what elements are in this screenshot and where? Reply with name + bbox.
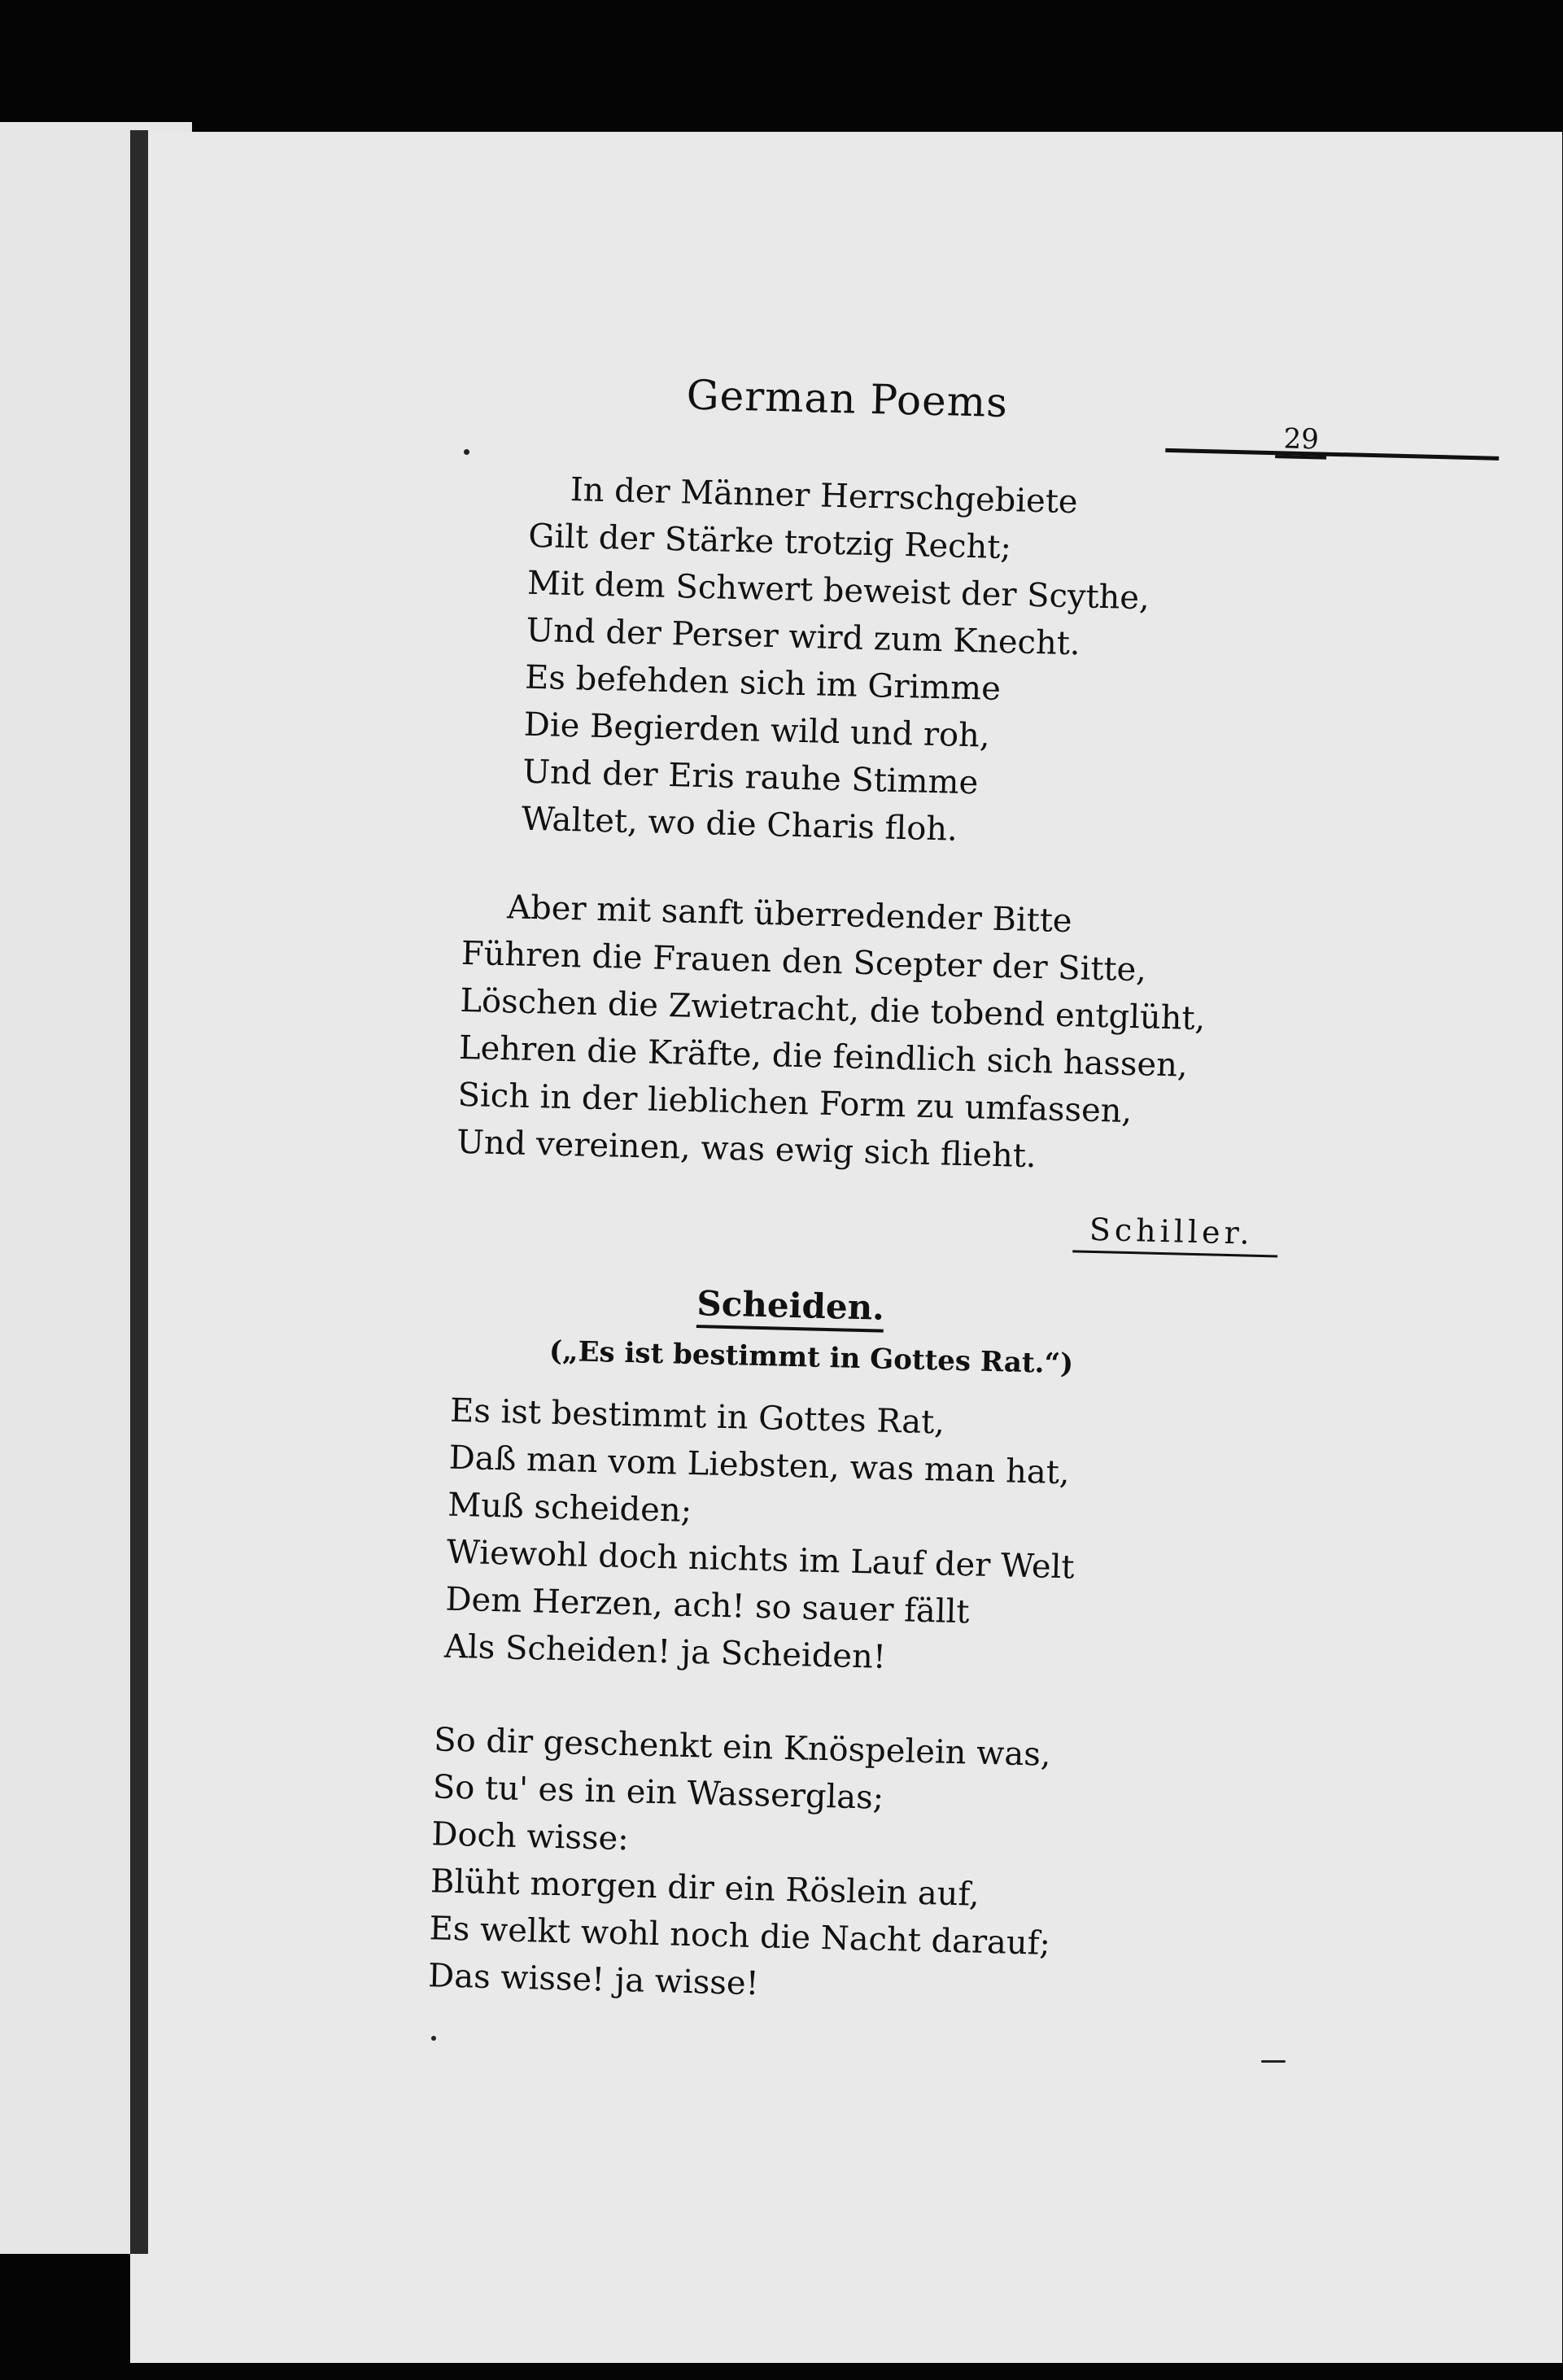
verse-line: Aber mit sanft überredender Bitte: [506, 889, 1073, 941]
page-number: 29: [1275, 422, 1327, 460]
verse-line: Mit dem Schwert beweist der Scythe,: [526, 564, 1150, 618]
verse-line: Und der Eris rauhe Stimme: [522, 753, 979, 802]
verse-line: Es welkt wohl noch die Nacht darauf;: [429, 1910, 1051, 1963]
verse-line: Wiewohl doch nichts im Lauf der Welt: [446, 1533, 1075, 1587]
verse-line: Das wisse! ja wisse!: [427, 1957, 760, 2003]
verse-line: Sich in der lieblichen Form zu umfassen,: [457, 1076, 1133, 1131]
verse-line: Daß man vom Liebsten, was man hat,: [448, 1439, 1071, 1492]
ink-speck: [464, 449, 469, 455]
verse-line: Waltet, wo die Charis floh.: [521, 800, 958, 849]
poem1-author: Schiller.: [1072, 1211, 1278, 1257]
verse-line: Blüht morgen dir ein Röslein auf,: [430, 1863, 980, 1914]
running-header-title: German Poems: [686, 371, 1009, 427]
verse-line: Und vereinen, was ewig sich flieht.: [456, 1123, 1037, 1176]
book-spine-shadow: [130, 130, 148, 2254]
verse-line: Es ist bestimmt in Gottes Rat,: [449, 1391, 945, 1442]
verse-line: Gilt der Stärke trotzig Recht;: [527, 517, 1012, 567]
poem1-stanza1: [521, 465, 1152, 858]
header-rule: [1165, 448, 1499, 461]
verse-line: Muß scheiden;: [447, 1486, 692, 1530]
verse-line: Als Scheiden! ja Scheiden!: [443, 1627, 887, 1676]
verse-line: Lehren die Kräfte, die feindlich sich hassen,: [458, 1028, 1189, 1085]
page-text-area: [102, 114, 1563, 2379]
verse-line: Die Begierden wild und roh,: [523, 705, 991, 755]
poem2-subtitle: („Es ist bestimmt in Gottes Rat.“): [548, 1334, 1074, 1381]
verse-line: Es befehden sich im Grimme: [524, 658, 1002, 708]
document-page: [130, 132, 1562, 2363]
verse-line: Führen die Frauen den Scepter der Sitte,: [461, 934, 1147, 989]
verse-line: Löschen die Zwietracht, die tobend entglüht,: [459, 981, 1206, 1038]
verse-line: So tu' es in ein Wasserglas;: [432, 1768, 884, 1817]
verse-line: Und der Perser wird zum Knecht.: [526, 611, 1081, 663]
verse-line: So dir geschenkt ein Knöspelein was,: [433, 1721, 1052, 1774]
verse-line: Doch wisse:: [430, 1815, 630, 1858]
verse-line: In der Männer Herrschgebiete: [570, 470, 1079, 522]
poem2-stanza1: [443, 1387, 1078, 1686]
ink-speck: [1261, 2060, 1286, 2063]
poem2-title: Scheiden.: [696, 1283, 885, 1333]
ink-speck: [431, 2036, 436, 2041]
poem1-stanza2: [456, 883, 1208, 1184]
verse-line: Dem Herzen, ach! so sauer fällt: [444, 1580, 971, 1631]
poem2-stanza2: [428, 1716, 1056, 2015]
